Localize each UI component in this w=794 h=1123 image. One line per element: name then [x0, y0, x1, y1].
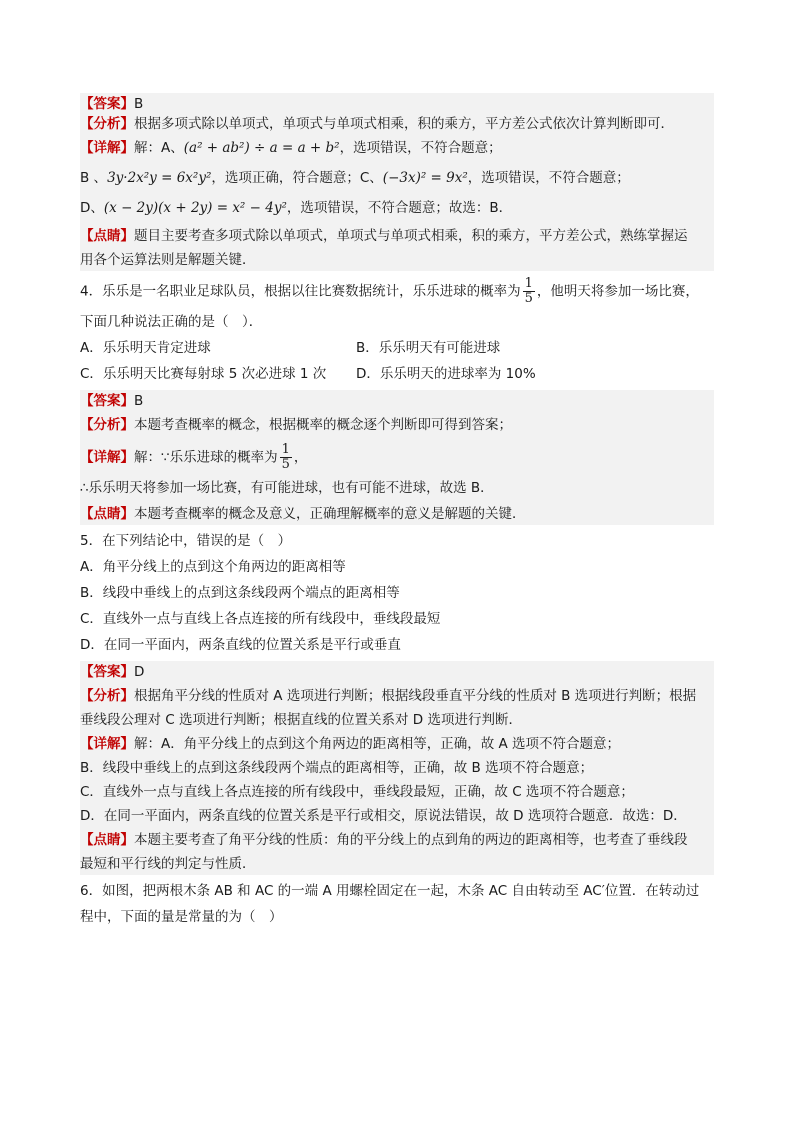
comment-tag: 【点睛】	[80, 506, 134, 522]
detail-text: ，选项错误，不符合题意；	[339, 140, 502, 156]
q5-detail-line	[80, 734, 714, 754]
q4-options-row-2	[80, 364, 714, 384]
q6-stem	[80, 881, 714, 927]
analysis-tag: 【分析】	[80, 116, 134, 132]
comment-tag: 【点睛】	[80, 832, 134, 848]
q3-comment-line-2	[80, 250, 714, 270]
detail-text: 解：A．角平分线上的点到这个角两边的距离相等，正确，故 A 选项不符合题意；	[134, 736, 621, 752]
detail-text: ，选项错误，不符合题意；故选：B．	[286, 200, 513, 216]
comment-text: 题目主要考查多项式除以单项式，单项式与单项式相乘，积的乘方，平方差公式，熟练掌握运	[134, 228, 688, 244]
document-page	[80, 93, 714, 927]
q3-analysis-line	[80, 114, 714, 134]
fraction-numerator: 1	[281, 442, 290, 457]
option-d: D．乐乐明天的进球率为 10%	[356, 366, 536, 382]
detail-text: B 、	[80, 170, 108, 186]
option-c: C．乐乐明天比赛每射球 5 次必进球 1 次	[80, 366, 327, 382]
option-d: D．在同一平面内，两条直线的位置关系是平行或垂直	[80, 637, 401, 653]
comment-text: 最短和平行线的判定与性质．	[80, 856, 256, 872]
detail-text: 解：A、	[134, 140, 184, 156]
math-expression: (a² + ab²) ÷ a = a + b²	[183, 140, 340, 156]
q3-detail-a-line	[80, 138, 714, 158]
option-b: B．线段中垂线上的点到这条线段两个端点的距离相等	[80, 585, 400, 601]
answer-tag: 【答案】	[80, 96, 134, 112]
fraction-denominator: 5	[281, 457, 290, 472]
analysis-text: 根据角平分线的性质对 A 选项进行判断；根据线段垂直平分线的性质对 B 选项进行判断；根据	[134, 688, 697, 704]
answer-value: B	[134, 96, 144, 112]
comment-text: 用各个运算法则是解题关键．	[80, 252, 256, 268]
q3-answer-line	[80, 94, 714, 114]
answer-value: D	[134, 664, 145, 680]
detail-tag: 【详解】	[80, 449, 134, 466]
question-text: 下面几种说法正确的是（ ）．	[80, 314, 263, 330]
fraction-denominator: 5	[524, 291, 533, 306]
q5-answer-line	[80, 662, 714, 682]
detail-tag: 【详解】	[80, 736, 134, 752]
detail-text: 解：∵乐乐进球的概率为	[134, 449, 278, 466]
detail-text: D、	[80, 200, 104, 216]
q4-answer-line	[80, 391, 714, 411]
analysis-text: 本题考查概率的概念，根据概率的概念逐个判断即可得到答案；	[134, 417, 512, 433]
q3-detail-bc-line	[80, 168, 714, 188]
detail-text: ∴乐乐明天将参加一场比赛，有可能进球，也有可能不进球，故选 B．	[80, 480, 494, 496]
answer-tag: 【答案】	[80, 664, 134, 680]
fraction	[523, 277, 535, 306]
q5-analysis-line	[80, 686, 714, 706]
answer-tag: 【答案】	[80, 393, 134, 409]
math-expression: (−3x)² = 9x²	[382, 170, 468, 186]
option-a: A．角平分线上的点到这个角两边的距离相等	[80, 559, 346, 575]
comment-text: 本题考查概率的概念及意义，正确理解概率的意义是解题的关键．	[134, 506, 526, 522]
q5-comment-line	[80, 830, 714, 850]
option-c: C．直线外一点与直线上各点连接的所有线段中，垂线段最短	[80, 611, 441, 627]
q3-solution	[80, 93, 714, 271]
answer-value: B	[134, 393, 144, 409]
q5-solution	[80, 661, 714, 875]
question-text: 4．乐乐是一名职业足球队员，根据以往比赛数据统计，乐乐进球的概率为	[80, 283, 521, 300]
question-text: ，他明天将参加一场比赛，	[536, 283, 699, 300]
question-text: 程中，下面的量是常量的为（ ）	[80, 909, 283, 925]
q4-detail-line-2	[80, 478, 714, 498]
q4-stem-line-2	[80, 312, 714, 332]
comment-text: 本题主要考查了角平分线的性质：角的平分线上的点到角的两边的距离相等，也考查了垂线段	[134, 832, 688, 848]
option-b: B．乐乐明天有可能进球	[356, 340, 501, 356]
q5-stem	[80, 531, 714, 655]
q4-detail-line	[80, 443, 714, 472]
question-text: 5．在下列结论中，错误的是（ ）	[80, 533, 292, 549]
q4-stem	[80, 277, 714, 384]
math-expression: 3y·2x²y = 6x²y²	[107, 170, 212, 186]
q4-comment-line	[80, 504, 714, 524]
comment-tag: 【点睛】	[80, 228, 134, 244]
fraction-numerator: 1	[524, 276, 533, 291]
math-expression: (x − 2y)(x + 2y) = x² − 4y²	[103, 200, 287, 216]
analysis-text: 垂线段公理对 C 选项进行判断；根据直线的位置关系对 D 选项进行判断．	[80, 712, 522, 728]
detail-text: B．线段中垂线上的点到这条线段两个端点的距离相等，正确，故 B 选项不符合题意；	[80, 760, 594, 776]
detail-text: ，	[293, 449, 308, 466]
option-a: A．乐乐明天肯定进球	[80, 340, 211, 356]
analysis-tag: 【分析】	[80, 417, 134, 433]
analysis-text: 根据多项式除以单项式，单项式与单项式相乘，积的乘方，平方差公式依次计算判断即可．	[134, 116, 674, 132]
q4-analysis-line	[80, 415, 714, 435]
q3-comment-line	[80, 226, 714, 246]
detail-text: D．在同一平面内，两条直线的位置关系是平行或相交，原说法错误，故 D 选项符合题意．故选：D．	[80, 808, 687, 824]
question-text: 6．如图，把两根木条 AB 和 AC 的一端 A 用螺栓固定在一起，木条 AC 自由转动至 AC′位置．在转动过	[80, 883, 700, 899]
detail-text: ，选项正确，符合题意；C、	[211, 170, 383, 186]
detail-tag: 【详解】	[80, 140, 134, 156]
q3-detail-d-line	[80, 198, 714, 218]
q4-options-row-1	[80, 338, 714, 358]
detail-text: C．直线外一点与直线上各点连接的所有线段中，垂线段最短，正确，故 C 选项不符合题意；	[80, 784, 634, 800]
fraction	[280, 443, 292, 472]
analysis-tag: 【分析】	[80, 688, 134, 704]
q4-stem-line	[80, 277, 714, 306]
detail-text: ，选项错误，不符合题意；	[467, 170, 630, 186]
q4-solution	[80, 390, 714, 525]
